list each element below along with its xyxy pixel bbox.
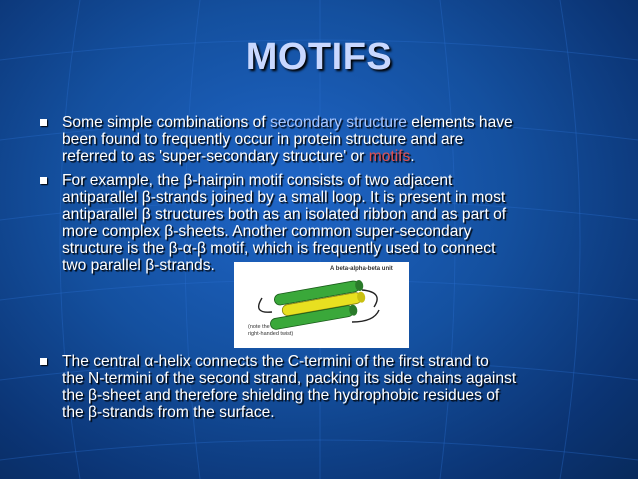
beta-alpha-beta-figure (234, 262, 409, 348)
bullet-line: more complex β-sheets. Another common super-secondary (62, 223, 472, 240)
bullet-line: the β-strands from the surface. (62, 404, 275, 421)
bullet-list-2 (40, 172, 600, 274)
bullet-text: Some simple combinations of (62, 114, 271, 131)
bullet-line: the N-termini of the second strand, packing its side chains against (62, 370, 517, 387)
motifs-link[interactable]: motifs (368, 148, 411, 165)
bullet-text: referred to as 'super-secondary structure' or (62, 148, 369, 165)
bullet-text: elements have (406, 114, 513, 131)
bullet-line (62, 148, 600, 165)
figure-note-line: right-handed twist) (248, 330, 294, 337)
figure-note-line: (note the (248, 324, 270, 330)
bullet-item (40, 114, 600, 165)
slide-title: MOTIFS (245, 36, 393, 78)
figure-note (248, 324, 293, 337)
bullet-line: The central α-helix connects the C-termini of the first strand to (62, 353, 489, 370)
bullet-list-1 (40, 114, 600, 165)
bullet-text: . (410, 148, 415, 165)
bullet-line: structure is the β-α-β motif, which is frequently used to connect (62, 240, 496, 257)
bullet-line: been found to frequently occur in protein structure and are (62, 131, 464, 148)
bullet-line: For example, the β-hairpin motif consists of two adjacent (62, 172, 453, 189)
bullet-line: the β-sheet and therefore shielding the hydrophobic residues of (62, 387, 500, 404)
bullet-line: antiparallel β-strands joined by a small loop. It is present in most (62, 189, 506, 206)
square-bullet-icon (40, 177, 47, 184)
bullet-line: two parallel β-strands. (62, 257, 215, 274)
bullet-list-3 (40, 353, 600, 421)
bullet-item (40, 172, 600, 274)
bullet-line: antiparallel β structures both as an isolated ribbon and as part of (62, 206, 507, 223)
bullet-item (40, 353, 600, 421)
square-bullet-icon (40, 358, 47, 365)
figure-title: A beta-alpha-beta unit (330, 266, 393, 272)
square-bullet-icon (40, 119, 47, 126)
secondary-structure-link[interactable]: secondary structure (270, 114, 407, 131)
bullet-line (62, 114, 600, 131)
